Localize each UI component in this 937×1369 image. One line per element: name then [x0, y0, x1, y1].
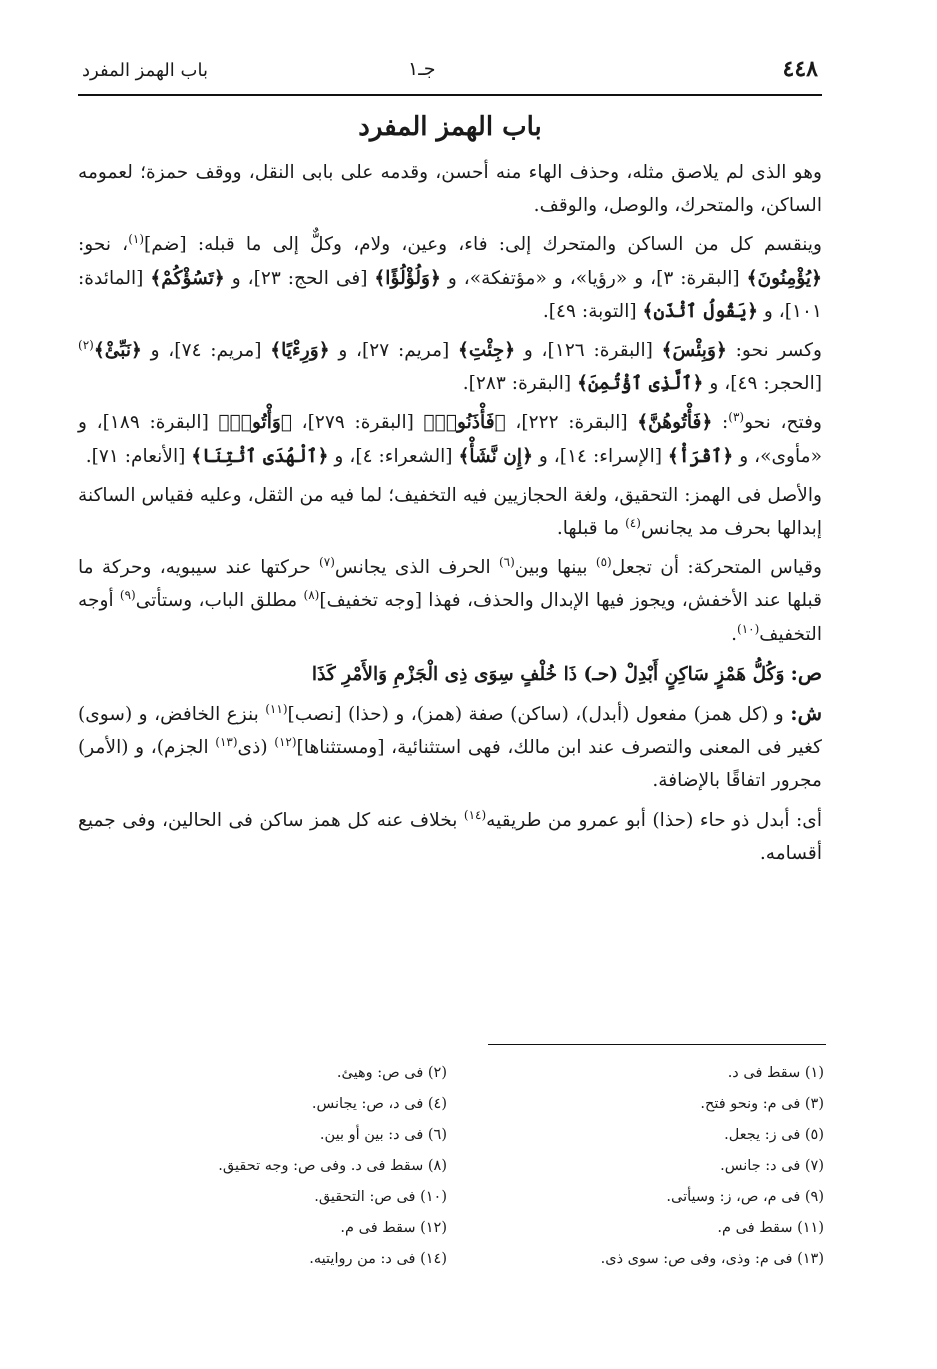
quran-word: ﴿نَبِّئْ﴾: [93, 340, 142, 362]
footnote-ref: (١٠): [737, 621, 760, 636]
text-run: الجزم)، و (الأمر) مجرور اتفاقًا بالإضافة.: [78, 737, 822, 792]
footnote: (١٢) سقط فى م.: [340, 1220, 447, 1236]
text-run: و (كل همز) مفعول (أبدل)، (ساكن) صفة (همز)، و (حذا) [نصب]: [287, 704, 791, 726]
text-run: ما قبلها.: [556, 518, 626, 540]
paragraph-4: [78, 406, 822, 472]
footnotes: [90, 1058, 824, 1274]
quran-word: ﴿تَسُؤْكُمْ﴾: [150, 267, 225, 289]
footnote-ref: (٩): [119, 588, 136, 603]
text-run: [مريم: ٢٧]، و: [329, 340, 458, 362]
chapter-title: باب الهمز المفرد: [358, 112, 542, 142]
page-number: ٤٤٨: [782, 56, 818, 82]
quran-word: ﴿وَبِئْسَ﴾: [661, 340, 727, 362]
footnote-ref: (٣): [728, 410, 745, 425]
paragraph-1: وهو الذى لم يلاصق مثله، وحذف الهاء منه أحسن، وقدمه على بابى النقل، ووقف حمزة؛ لعمومه الساكن، والمتحرك، والوصل، والوقف.: [78, 162, 822, 217]
volume-label: جـ١: [408, 58, 436, 80]
footnote: (٦) فى د: بين أو بين.: [319, 1127, 447, 1143]
quran-word: ﴿فَأْتُوهُنَّ﴾: [637, 412, 713, 434]
text-run: .: [731, 623, 738, 645]
text-run: [الإسراء: ١٤]، و: [533, 445, 668, 467]
footnote: (٥) فى ز: يجعل.: [724, 1127, 824, 1143]
text-run: [الأنعام: ٧١].: [85, 445, 192, 467]
text-run: [البقرة: ٣]، و «رؤيا»، و «مؤتفكة»، و: [440, 267, 747, 289]
text-run: مطلق الباب، وستأتى: [135, 590, 304, 612]
text-run: [البقرة: ١٨٩]، و «مأوى»، و: [78, 412, 822, 467]
text-run: [مريم: ٧٤]، و: [141, 340, 271, 362]
footnote: (٨) سقط فى د. وفى ص: وجه تحقيق.: [218, 1158, 447, 1174]
commentary-paragraph: [78, 697, 822, 798]
paragraph-5: [78, 479, 822, 545]
text-run: والأصل فى الهمز: التحقيق، ولغة الحجازيين فيه التخفيف؛ لما فيه من الثقل، وعليه فقياس الساكنة إبدالها بحرف مد يجانس: [78, 484, 822, 540]
text-run: بخلاف عنه كل همز ساكن فى الحالين، وفى جميع أقسامه.: [78, 809, 822, 864]
text-run: [المائدة: ١٠١]، و: [78, 267, 822, 322]
paragraph-3: [78, 334, 822, 400]
footnote-divider: [488, 1044, 826, 1045]
quran-word: ﴿يَقُولُ ٱئْذَن﴾: [642, 300, 758, 322]
quran-word: ﴿ٱلَّذِى ٱؤْتُمِنَ﴾: [577, 373, 704, 395]
footnote: (٧) فى د: جانس.: [720, 1158, 824, 1174]
body-text: [78, 156, 822, 876]
footnote-ref: (١٢): [274, 735, 297, 750]
text-run: حركتها عند سيبويه، وحركة ما قبلها عند الأخفش، ويجوز فيها الإبدال والحذف، فهذا [وجه تخفيف]: [78, 557, 822, 612]
footnote-ref: (١١): [265, 701, 288, 716]
quran-word: ﴿جِئْتِ﴾: [458, 340, 516, 362]
text-run: ، نحو:: [78, 234, 129, 256]
verse-label: ص:: [790, 660, 822, 685]
text-run: وفتح، نحو: [744, 412, 822, 434]
verse-text: وَكُلُّ هَمْزٍ سَاكِنٍ أَبْدِلْ (حـ) ذَا خُلْفٍ سِوَى ذِى الْجَزْمِ وَالأَمْرِ كَذَا: [311, 663, 785, 685]
text-run: [البقرة: ٢٨٣].: [462, 373, 578, 395]
quran-word: ﴿يُؤْمِنُونَ﴾: [746, 267, 822, 289]
quran-word: ﴿إِن نَّشَأْ﴾: [458, 445, 533, 467]
text-run: بينها وبين: [514, 557, 596, 579]
verse-line: [78, 657, 822, 691]
footnote-ref: (٧): [319, 555, 335, 570]
footnote: (١٤) فى د: من روايتيه.: [309, 1251, 447, 1267]
footnote-ref: (١٤): [463, 807, 487, 822]
text-run: وكسر نحو:: [726, 340, 823, 362]
text-run: [الشعراء: ٤]، و: [328, 445, 459, 467]
quran-word: ﴿ٱلْهُدَى ٱئْتِنَا﴾: [191, 445, 329, 467]
text-run: :: [712, 412, 729, 434]
text-run: أى: أبدل ذو حاء (حذا) أبو عمرو من طريقيه: [486, 809, 822, 831]
text-run: [الحجر: ٤٩]، و: [703, 373, 822, 395]
text-run: بنزع الخافض، و (سوى) كغير فى المعنى والتصرف عند ابن مالك، فهى استثنائية، [ومستثناها]: [78, 704, 822, 759]
footnote-ref: (١٣): [215, 735, 238, 750]
quran-word: ﴿وَلُؤْلُؤًا﴾: [374, 267, 441, 289]
quran-word: ﴿وَرِءْيًا﴾: [270, 340, 330, 362]
running-title: باب الهمز المفرد: [82, 60, 208, 81]
text-run: [البقرة: ٢٧٩]،: [292, 412, 424, 434]
footnote-ref: (٨): [303, 588, 320, 603]
running-header: [78, 52, 822, 96]
quran-word: ﴿وَأْتُوا۟﴾: [218, 412, 293, 434]
text-run: [فى الحج: ٢٣]، و: [224, 267, 375, 289]
paragraph-2: [78, 228, 822, 328]
paragraph-6: [78, 551, 822, 651]
footnote-ref: (٢): [78, 337, 94, 352]
quran-word: ﴿ٱقْرَأْ﴾: [667, 445, 734, 467]
text-run: وقياس المتحركة: أن تجعل: [611, 557, 823, 579]
text-run: [البقرة: ٢٢٢]،: [505, 412, 638, 434]
footnote-ref: (٦): [498, 555, 515, 570]
footnote-ref: (٤): [625, 515, 641, 530]
text-run: (ذى: [237, 737, 275, 759]
footnote: (٩) فى م، ص، ز: وسيأتى.: [666, 1189, 824, 1205]
footnote-ref: (٥): [595, 555, 612, 570]
footnote: (١١) سقط فى م.: [717, 1220, 824, 1236]
text-run: وينقسم كل من الساكن والمتحرك إلى: فاء، وعين، ولام، وكلٌّ إلى ما قبله: [ضم]: [144, 234, 822, 256]
footnote: (٢) فى ص: وهيئ.: [336, 1065, 447, 1081]
footnote: (٣) فى م: ونحو فتح.: [700, 1096, 824, 1112]
footnote: (١) سقط فى د.: [727, 1065, 824, 1081]
text-run: أوجه التخفيف: [78, 590, 822, 645]
footnote: (١٣) فى م: وذى، وفى ص: سوى ذى.: [600, 1251, 824, 1267]
text-run: [التوبة: ٤٩].: [542, 300, 643, 322]
footnote: (٤) فى د، ص: يجانس.: [311, 1096, 447, 1112]
footnote: (١٠) فى ص: التحقيق.: [314, 1189, 447, 1205]
paragraph-7: [78, 804, 822, 870]
commentary-label: ش:: [790, 701, 822, 726]
footnote-ref: (١): [128, 232, 145, 247]
text-run: الحرف الذى يجانس: [334, 557, 499, 579]
quran-word: ﴿فَأْذَنُوا۟﴾: [423, 412, 506, 434]
text-run: [البقرة: ١٢٦]، و: [515, 340, 662, 362]
